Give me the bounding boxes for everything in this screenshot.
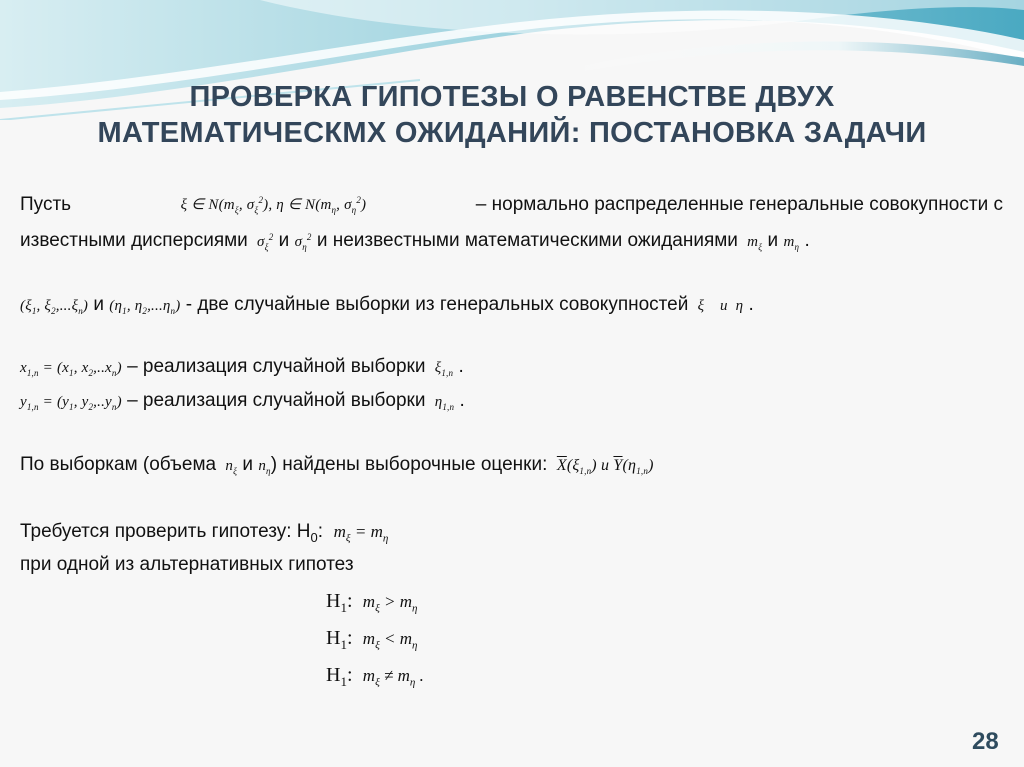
and-word-4: и: [242, 454, 254, 475]
estimates-text-2: ) найдены выборочные оценки:: [270, 454, 548, 475]
m-xi-formula: $m_\xi$: [743, 234, 763, 252]
eta-sample-formula: ($\eta_1$, $\eta_2,...\eta_n$): [109, 298, 181, 316]
and-word-3: и: [93, 294, 105, 315]
alternative-less: [326, 626, 418, 651]
paragraph-variances: известными дисперсиями $\sigma_\xi^2$ и $\sigma_\eta^2$ и неизвестными математическими ожиданиями $m_\xi$ и $m_\eta$ .: [20, 230, 810, 252]
h1-label-1: $H_1$:: [326, 590, 358, 615]
samples-text: - две случайные выборки из генеральных совокупностей: [185, 294, 689, 315]
x-realization-formula: $x_{1,n} = (x_1$, $x_2,..x_n$): [20, 360, 122, 378]
xi-sample-formula: ($\xi_1$, $\xi_2,...\xi_n$): [20, 298, 89, 316]
sample-means-formula: $\overline{X}(\xi_{1,n})$ и $\overline{Y}(\eta_{1,n})$: [556, 457, 654, 477]
n-eta-formula: $n_\eta$: [258, 458, 271, 476]
paragraph-alternatives: [20, 553, 354, 577]
paragraph-samples: ($\xi_1$, $\xi_2,...\xi_n$) и ($\eta_1$, $\eta_2,...\eta_n$) - две случайные выборки из генеральных совокупностей ξ и η .: [20, 294, 754, 316]
alt-greater-formula: $m_\xi > m_\eta$: [362, 592, 418, 615]
title-line-2: МАТЕМАТИЧЕСКМХ ОЖИДАНИЙ: ПОСТАНОВКА ЗАДАЧИ: [97, 117, 927, 149]
distribution-formula: ξ ∈ $N(m_\xi$, $\sigma_\xi^2$), η ∈ $N(m_\eta$, $\sigma_\eta^2$): [180, 195, 367, 215]
alternative-not-equal: [326, 663, 424, 688]
xi-eta-formula: ξ и η: [693, 298, 744, 314]
let-word: Пусть: [20, 194, 72, 215]
paragraph-estimates: [20, 453, 654, 478]
and-word-2: и: [767, 230, 779, 251]
m-eta-formula: $m_\eta$: [783, 234, 800, 252]
paragraph-let: [20, 193, 1003, 217]
estimates-text-1: По выборкам (объема: [20, 454, 217, 475]
alt-less-formula: $m_\xi < m_\eta$: [362, 629, 418, 652]
h1-label-3: $H_1$:: [326, 664, 358, 689]
paragraph-hypothesis: Требуется проверить гипотезу: $H_0$: $m_\xi = m_\eta$: [20, 521, 389, 545]
eta-1n-formula: $\eta_{1,n}$: [430, 394, 455, 412]
alternatives-text: при одной из альтернативных гипотез: [20, 554, 354, 575]
known-variances-text: известными дисперсиями: [20, 230, 248, 251]
slide-title: [40, 79, 984, 151]
sigma-xi-formula: $\sigma_\xi^2$: [253, 232, 274, 252]
xi-1n-formula: $\xi_{1,n}$: [430, 360, 454, 378]
page-number: 28: [972, 728, 999, 755]
alt-not-equal-formula: $m_\xi \ne m_\eta$ .: [362, 666, 424, 689]
realization-x-text: – реализация случайной выборки: [127, 356, 426, 377]
paragraph-let-text: – нормально распределенные генеральные совокупности с: [475, 194, 1003, 215]
unknown-means-text: и неизвестными математическими ожиданиями: [316, 230, 738, 251]
realization-y-text: – реализация случайной выборки: [127, 390, 426, 411]
y-realization-formula: $y_{1,n} = (y_1$, $y_2,..y_n$): [20, 394, 122, 412]
paragraph-realization-x: $x_{1,n} = (x_1$, $x_2,..x_n$) – реализация случайной выборки $\xi_{1,n}$ .: [20, 356, 464, 378]
paragraph-realization-y: $y_{1,n} = (y_1$, $y_2,..y_n$) – реализация случайной выборки $\eta_{1,n}$ .: [20, 390, 465, 412]
alternative-greater: [326, 589, 418, 614]
null-hypothesis-formula: $m_\xi = m_\eta$: [333, 522, 389, 545]
n-xi-formula: $n_\xi$: [221, 458, 238, 476]
h1-label-2: $H_1$:: [326, 627, 358, 652]
h0-subscript: 0: [310, 529, 318, 545]
sigma-eta-formula: $\sigma_\eta^2$: [294, 232, 312, 252]
and-word: и: [278, 230, 290, 251]
hypothesis-text: Требуется проверить гипотезу: H: [20, 521, 311, 542]
title-line-1: ПРОВЕРКА ГИПОТЕЗЫ О РАВЕНСТВЕ ДВУХ: [189, 81, 835, 113]
